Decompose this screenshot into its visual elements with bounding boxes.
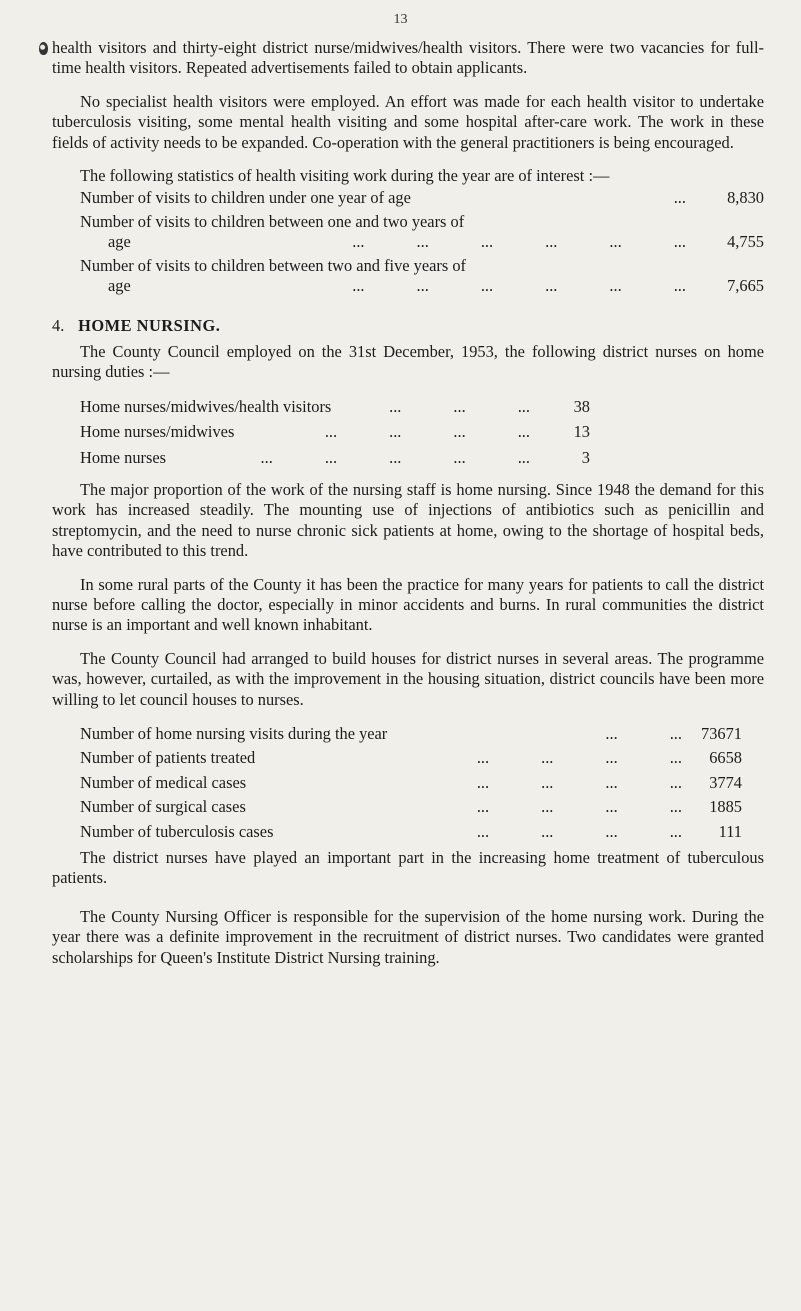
- leader-dots: ...: [605, 821, 618, 841]
- leader-dots: ...: [476, 772, 490, 792]
- paragraph-specialist: No specialist health visitors were employed. An effort was made for each health visitor to undertake tuberculosis visiting, some mental health visiting and some hospital after-care work. The work in these fields of activity needs to be expanded. Co-operation with the general practitioners is being encouraged.: [52, 91, 764, 152]
- leader-dots: ...: [673, 188, 686, 208]
- leader-dots: ...: [545, 276, 558, 296]
- case-stat-label: Number of home nursing visits during the year: [80, 723, 388, 743]
- leader-dots: ...: [541, 797, 554, 817]
- paragraph-stats-intro: The following statistics of health visiting work during the year are of interest :—: [80, 166, 610, 186]
- nurse-count-row: [80, 422, 590, 442]
- case-stat-value: 3774: [709, 772, 742, 792]
- leader-dots: ...: [416, 232, 429, 252]
- nurse-counts-list: [52, 397, 590, 468]
- case-stat-label: Number of tuberculosis cases: [80, 821, 274, 841]
- leader-dots: ...: [669, 723, 682, 743]
- leader-dots: ...: [541, 748, 554, 768]
- leader-dots: ...: [673, 276, 686, 296]
- leader-dots: ...: [673, 232, 686, 252]
- case-stat-value: 111: [718, 821, 742, 841]
- visit-stat-label: Number of visits to children under one year of age: [80, 188, 411, 208]
- case-stat-value: 73671: [701, 723, 742, 743]
- leader-dots: ...: [669, 821, 682, 841]
- nurse-count-value: 3: [581, 447, 590, 467]
- visit-stat-label-cont: age: [108, 276, 131, 296]
- visit-stat-value: 7,665: [727, 276, 764, 296]
- visit-stat-value: 8,830: [727, 188, 764, 208]
- leader-dots: ...: [605, 797, 618, 817]
- leader-dots: ...: [389, 422, 402, 442]
- nurse-count-row: [80, 448, 590, 468]
- paragraph-nursing-officer: The County Nursing Officer is responsible for the supervision of the home nursing work. During the year there was a definite improvement in the recruitment of district nurses. Two candidates were granted scholarships for Queen's Institute District Nursing training.: [52, 906, 764, 967]
- paragraph-major-proportion: The major proportion of the work of the nursing staff is home nursing. Since 1948 the demand for this work has increased steadily. The mounting use of injections of antibiotics such as penicillin and streptomycin, and the need to nurse chronic sick patients at home, owing to the shortage of hospital beds, have contributed to this trend.: [52, 479, 764, 561]
- case-stat-label: Number of surgical cases: [80, 797, 246, 817]
- leader-dots: ...: [669, 772, 682, 792]
- case-stats-list: [52, 724, 742, 842]
- leader-dots: ...: [541, 772, 554, 792]
- paragraph-tuberculosis: The district nurses have played an important part in the increasing home treatment of tuberculous patients.: [52, 848, 764, 888]
- section-heading: [52, 316, 764, 336]
- leader-dots: ...: [260, 447, 273, 467]
- visit-stat-label-cont: age: [108, 232, 131, 252]
- case-stat-row: [80, 724, 742, 744]
- visit-stat-continuation: [80, 232, 764, 252]
- case-stat-row: [80, 797, 742, 817]
- leader-dots: ...: [605, 748, 618, 768]
- leader-dots: ...: [476, 797, 490, 817]
- case-stat-row: [80, 773, 742, 793]
- leader-dots: ...: [352, 232, 365, 252]
- leader-dots: ...: [416, 276, 429, 296]
- visit-stat-value: 4,755: [727, 232, 764, 252]
- case-stat-label: Number of medical cases: [80, 772, 247, 792]
- nurse-count-value: 38: [573, 396, 590, 416]
- leader-dots: ...: [480, 232, 494, 252]
- visit-stat-label: Number of visits to children between one and two years of: [80, 211, 465, 231]
- case-stat-value: 6658: [709, 748, 742, 768]
- visit-stat-row: [80, 256, 764, 297]
- leader-dots: ...: [541, 821, 554, 841]
- visit-stat-label: Number of visits to children between two and five years of: [80, 255, 466, 275]
- case-stat-value: 1885: [709, 797, 742, 817]
- nurse-count-label: Home nurses/midwives/health visitors: [80, 396, 332, 416]
- case-stat-row: [80, 748, 742, 768]
- nurse-count-row: [80, 397, 590, 417]
- case-stat-row: [80, 822, 742, 842]
- paragraph-rural: In some rural parts of the County it has been the practice for many years for patients to call the district nurse before calling the doctor, especially in minor accidents and burns. In rural communities the district nurse is an important and well known inhabitant.: [52, 574, 764, 635]
- leader-dots: ...: [389, 396, 402, 416]
- leader-dots: ...: [389, 447, 402, 467]
- leader-dots: ...: [324, 447, 338, 467]
- section-title: HOME NURSING.: [78, 316, 221, 336]
- leader-dots: ...: [352, 276, 365, 296]
- leader-dots: ...: [517, 447, 530, 467]
- visit-stat-continuation: [80, 276, 764, 296]
- leader-dots: ...: [453, 422, 466, 442]
- leader-dots: ...: [669, 797, 682, 817]
- page-number: 13: [393, 12, 408, 27]
- leader-dots: ...: [453, 396, 466, 416]
- case-stat-label: Number of patients treated: [80, 748, 256, 768]
- leader-dots: ...: [476, 821, 490, 841]
- visit-stat-row: [80, 212, 764, 253]
- leader-dots: ...: [669, 748, 682, 768]
- paragraph-employed: The County Council employed on the 31st December, 1953, the following district nurses on home nursing duties :—: [52, 341, 764, 382]
- document-body: [52, 38, 764, 968]
- leader-dots: ...: [324, 422, 338, 442]
- nurse-count-label: Home nurses/midwives: [80, 422, 235, 442]
- nurse-count-value: 13: [573, 422, 590, 442]
- leader-dots: ...: [545, 232, 558, 252]
- leader-dots: ...: [609, 232, 622, 252]
- leader-dots: ...: [609, 276, 622, 296]
- leader-dots: ...: [476, 748, 490, 768]
- leader-dots: ...: [605, 723, 618, 743]
- leader-dots: ...: [517, 422, 530, 442]
- leader-dots: ...: [605, 772, 618, 792]
- nurse-count-label: Home nurses: [80, 447, 167, 467]
- paragraph-continuation-text: health visitors and thirty-eight district nurse/midwives/health visitors. There were two vacancies for full-time health visitors. Repeated advertisements failed to obtain applicants.: [52, 38, 764, 78]
- leader-dots: ...: [480, 276, 494, 296]
- visit-stat-row: [80, 188, 764, 208]
- ink-blot-icon: [39, 42, 48, 55]
- visit-stats-list: [52, 188, 764, 296]
- paragraph-houses: The County Council had arranged to build houses for district nurses in several areas. The programme was, however, curtailed, as with the improvement in the housing situation, district councils have been more willing to let council houses to nurses.: [52, 648, 764, 709]
- paragraph-continuation: [52, 38, 764, 79]
- leader-dots: ...: [517, 396, 530, 416]
- section-number: 4.: [52, 316, 65, 336]
- leader-dots: ...: [453, 447, 466, 467]
